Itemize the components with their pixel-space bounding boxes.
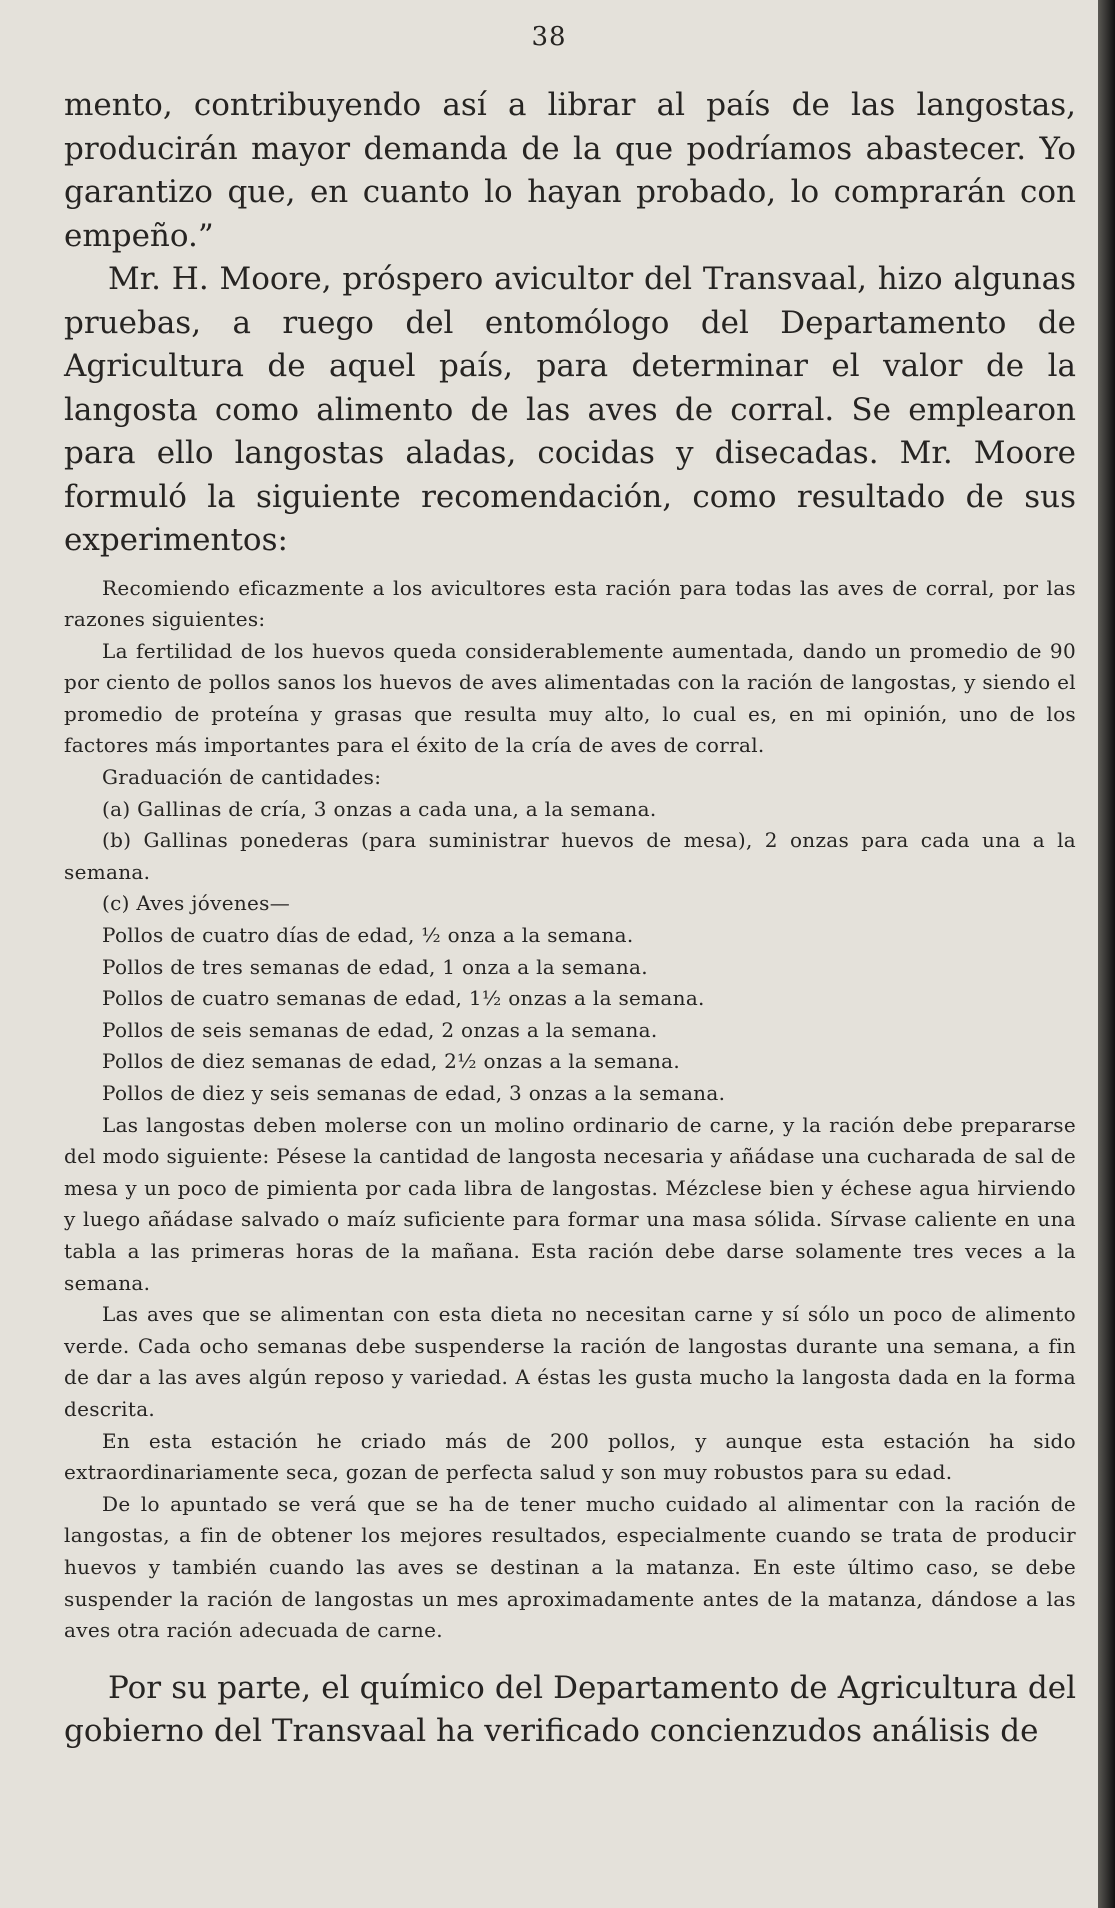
paragraph-continuation: mento, contribuyendo así a librar al país de las langostas, producirán mayor demanda de la que podríamos abastecer. Yo garantizo que, en cuanto lo hayan probado, lo comprarán con empeño.” — [64, 87, 1076, 254]
commentary-paragraph: De lo apuntado se verá que se ha de tener mucho cuidado al alimentar con la ración de langostas, a fin de obtener los mejores resultados, especialmente cuando se trata de producir huevos y también cuando las aves se destinan a la matanza. En este último caso, se debe suspender la ración de langostas un mes aproximadamente antes de la matanza, dándose a las aves otra ración adecuada de carne. — [64, 1491, 1076, 1643]
quote-diet-notes: Las aves que se alimentan con esta dieta no necesitan carne y sí sólo un poco de alimento verde. Cada ocho semanas debe suspenderse la ración de langostas durante una semana, a fin de dar a las aves algún reposo y variedad. A éstas les gusta mucho la langosta dada en la forma descrita. — [64, 1302, 1076, 1421]
chick-ration-line: Pollos de diez semanas de edad, 2½ onzas a la semana. — [102, 1049, 681, 1074]
quantity-item: (b) Gallinas ponederas (para suministrar huevos de mesa), 2 onzas para cada una a la semana. — [64, 828, 1076, 884]
chick-ration-line: Pollos de diez y seis semanas de edad, 3 onzas a la semana. — [102, 1081, 726, 1105]
quote-preparation: Las langostas deben molerse con un molino ordinario de carne, y la ración debe prepararse del modo siguiente: Pésese la cantidad de langosta necesaria y añádase una cucharada de sal de mesa y un poco de pimienta por cada libra de langostas. Mézclese bien y échese agua hirviendo y luego añádase salvado o maíz suficiente para formar una masa sólida. Sírvase caliente en una tabla a las primeras horas de la mañana. Esta ración debe darse solamente tres veces a la semana. — [64, 1112, 1076, 1295]
paragraph-moore-intro: Mr. H. Moore, próspero avicultor del Transvaal, hizo algunas pruebas, a ruego del entomólogo del Departamento de Agricultura de aquel país, para determinar el valor de la langosta como alimento de las aves de corral. Se emplearon para ello langostas aladas, cocidas y disecadas. Mr. Moore formuló la siguiente recomendación, como resultado de sus experimentos: — [64, 261, 1076, 558]
page-number: 38 — [531, 22, 567, 52]
quantity-item: (c) Aves jóvenes— — [102, 891, 291, 916]
quote-results: En esta estación he criado más de 200 pollos, y aunque esta estación ha sido extraordinariamente seca, gozan de perfecta salud y son muy robustos para su edad. — [64, 1428, 1076, 1485]
chick-ration-line: Pollos de tres semanas de edad, 1 onza a la semana. — [102, 954, 648, 979]
page-body — [64, 84, 1076, 1754]
quoted-recommendation — [64, 573, 1076, 1647]
quote-fertility: La fertilidad de los huevos queda considerablemente aumentada, dando un promedio de 90 por ciento de pollos sanos los huevos de aves alimentadas con la ración de langostas, y siendo el promedio de proteína y grasas que resulta muy alto, lo cual es, en mi opinión, uno de los factores más importantes para el éxito de la cría de aves de corral. — [64, 638, 1076, 758]
quote-intro: Recomiendo eficazmente a los avicultores esta ración para todas las aves de corral, por las razones siguientes: — [64, 575, 1076, 632]
quantity-item: (a) Gallinas de cría, 3 onzas a cada una, a la semana. — [102, 796, 657, 821]
chick-ration-line: Pollos de seis semanas de edad, 2 onzas a la semana. — [102, 1017, 658, 1042]
quote-quantities-heading: Graduación de cantidades: — [102, 765, 382, 790]
page-edge-shadow — [1098, 0, 1115, 1908]
chick-ration-line: Pollos de cuatro días de edad, ½ onza a la semana. — [102, 923, 634, 948]
paragraph-chemist: Por su parte, el químico del Departamento de Agricultura del gobierno del Transvaal ha verificado concienzudos análisis de — [64, 1669, 1076, 1750]
chick-ration-line: Pollos de cuatro semanas de edad, 1½ onzas a la semana. — [102, 986, 705, 1011]
